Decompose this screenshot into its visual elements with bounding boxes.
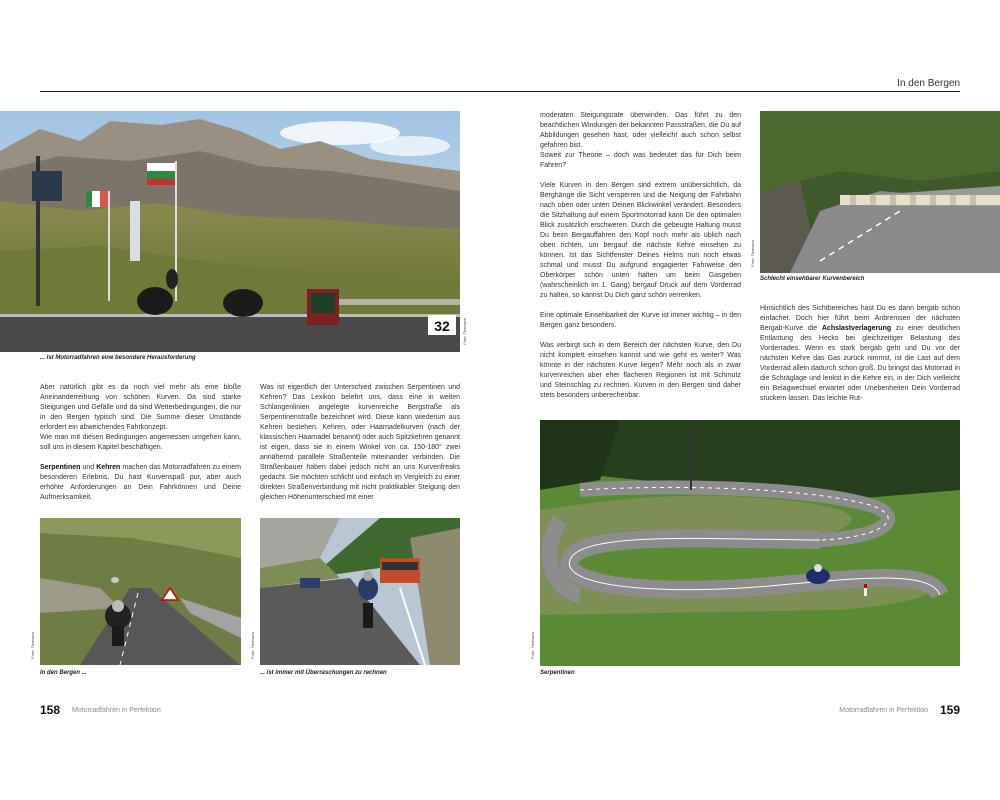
- photo-caption: ... ist immer mit Überraschungen zu rechnen: [260, 670, 387, 676]
- paragraph: Soweit zur Theorie – doch was bedeutet das für Dich beim Fahren?: [540, 152, 741, 169]
- photo-caption: Serpentinen: [540, 670, 575, 676]
- page-number-left: 158: [40, 703, 61, 717]
- photo-credit: Foto: Thomsen: [30, 632, 35, 659]
- road-sign-number: 32: [434, 318, 450, 334]
- text-column-4: [760, 304, 960, 414]
- photo-credit: Foto: Thomsen: [462, 318, 467, 345]
- book-title-left: Motorradfahren in Perfektion: [72, 707, 161, 714]
- text-column-2: [260, 383, 460, 513]
- paragraph: Viele Kurven in den Bergen sind extrem unübersichtlich, da Berghänge die Sicht versperren und die Neigung der Fahrbahn nach oben oder unten Deinen Blickwinkel verändert. Besonders die Sitzhaltung auf einem Sportmotorrad kann Dir den optimalen Blick zusätzlich erschweren. Durch die gebeugte Haltung musst Du beim Bergauffahren den Kopf noch mehr als üblich nach oben richten, um bergauf die nächste Kehre einsehen zu können. Ist das Sichtfenster Deines Helms nun noch etwas schmal und musst Du aufgrund engagierter Fahrweise den Oberkörper schön unten halten um beim Gasgeben (wahrscheinlich im 1. Gang) bergauf Druck auf dem Vorderrad zu halten, so kannst Du Dich ganz schön verrenken.: [540, 182, 741, 299]
- text-column-3: [540, 111, 741, 411]
- text-column-1: [40, 383, 241, 513]
- paragraph: Aber natürlich gibt es da noch viel mehr als eine bloße Aneinanderreihung von schönen Kurven. Da sind starke Steigungen und Gefälle und da sind Wetterbedingungen, die nur in den Bergen typisch sind. Die Summe dieser Umstände erfordert ein abweichendes Fahrkonzept.: [40, 384, 241, 431]
- photo-credit: Foto: Thomsen: [530, 632, 535, 659]
- photo-caption: ... ist Motorradfahren eine besondere Herausforderung: [40, 355, 196, 361]
- term-serpentinen: Serpentinen: [40, 464, 81, 471]
- paragraph: [760, 304, 960, 404]
- photo-credit: Foto: Thomsen: [250, 632, 255, 659]
- photo-credit: Foto: Thomsen: [750, 240, 755, 267]
- paragraph: Eine optimale Einsehbarkeit der Kurve ist immer wichtig – in den Bergen ganz besonders.: [540, 312, 741, 329]
- book-title-right: Motorradfahren in Perfektion: [839, 707, 928, 714]
- text-span: und: [80, 464, 97, 471]
- photo-mountain-pass: [0, 111, 460, 352]
- photo-serpentines: [540, 420, 960, 666]
- photo-bus-road: [260, 518, 460, 665]
- term-kehren: Kehren: [96, 464, 121, 471]
- paragraph: [40, 463, 241, 503]
- paragraph: Was verbirgt sich in dem Bereich der nächsten Kurve, den Du nicht komplett einsehen kannst und wie geht es weiter? Was könnte in der nächsten Kurve liegen? Mehr noch als in zwar kurvenreichen aber eher flacheren Regionen ist mit Schmutz und Steinschlag zu rechnen. Kurven in den Bergen sind daher stets besonders unberechenbar.: [540, 342, 741, 399]
- photo-valley-rider: [40, 518, 241, 665]
- header-rule: [40, 91, 960, 92]
- photo-blind-curve: [760, 111, 1000, 273]
- paragraph: moderaten Steigungsrate überwinden. Das führt zu den beachtlichen Windungen der bekannten Passstraßen, die Du auf Abbildungen gesehen hast, oder vielleicht auch schon selbst gefahren bist.: [540, 112, 741, 149]
- text-span: machen das Motorradfahren zu einem besonderen Erlebnis. Du hast Kurvenspaß pur, aber auch erhöhte Anforderungen an Dein Fahrkönnen und Deine Aufmerksamkeit.: [40, 464, 241, 501]
- text-span: Hinsichtlich des Sichtbereiches hast Du es dann bergab schon einfacher. Doch hier führt beim Anbremsen der nächsten Bergab-Kurve die: [760, 305, 960, 332]
- text-span: zu einer deutlichen Entlastung des Hecks bei gleichzeitiger Belastung des Vorderrades. Wenn es stark bergab geht und Du vor der nächsten Kehre das Gas zurück nimmst, ist die Last auf dem Vorderrad allein dadurch schon groß. Du bringst das Motorrad in die Schräglage und lenkst in die Kehre ein, in der Dich vielleicht ein Belagwechsel erwartet oder Unebenheiten Dein Vorderrad stuckern lassen. Das leichte Rut-: [760, 325, 960, 402]
- section-title: In den Bergen: [897, 78, 960, 89]
- term-achslastverlagerung: Achslastverlagerung: [821, 325, 892, 332]
- paragraph: Wie man mit diesen Bedingungen angemessen umgehen kann, soll uns in diesem Kapitel beschäftigen.: [40, 434, 241, 451]
- photo-caption: Schlecht einsehbarer Kurvenbereich: [760, 276, 865, 282]
- photo-caption: In den Bergen ...: [40, 670, 87, 676]
- paragraph: Was ist eigentlich der Unterschied zwischen Serpentinen und Kehren? Das Lexikon belehrt uns, dass eine in weiten Schlangenlinien angelegte kurvenreiche Bergstraße als Serpentinenstraße bezeichnet wird. Diese kann wiederum aus Kehren bestehen. Kehren, oder Haarnadelkurven (nach der klassischen Haarnadel benannt) oder auch Spitzkehren genannt ist eigen, dass sie in einem Winkel von ca. 150-180° zwei annähernd parallele Straßenteile miteinander verbinden. Die Straßenbauer haben dabei jedoch nicht an uns Kurvenfreaks gedacht. Sie möchten schlicht und einfach im Vergleich zu einer direkten Straßenverbindung mit nicht praktikabler Steigung den gleichen Höhenunterschied mit einer: [260, 384, 460, 501]
- page-number-right: 159: [939, 703, 960, 717]
